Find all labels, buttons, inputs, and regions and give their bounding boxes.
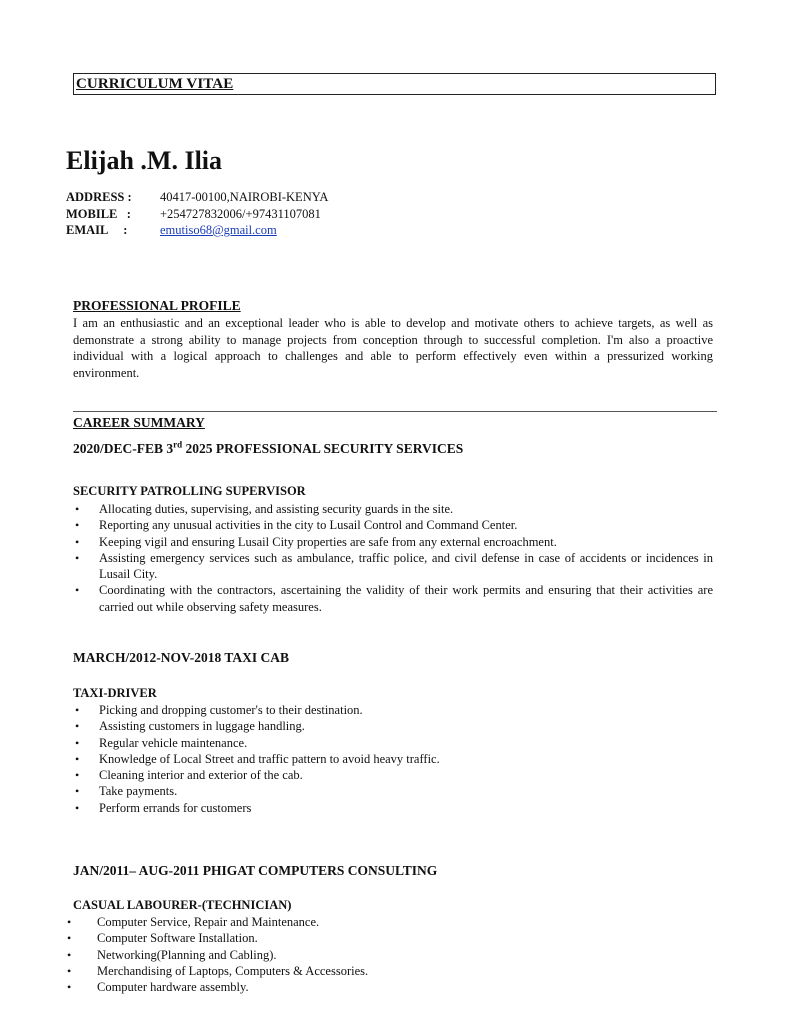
bullet-icon: •: [75, 800, 80, 815]
profile-text: I am an enthusiastic and an exceptional leader who is able to develop and motivate others to achieve targets, as well as demonstrate a strong ability to manage projects from conception through to successful completion. I'm also a proactive individual with a logical approach to challenges and able to perform effectively even within a pressurized working environment.: [73, 316, 713, 380]
bullet-icon: •: [75, 719, 80, 734]
job-period: JAN/2011– AUG-2011 PHIGAT COMPUTERS CONSULTING: [73, 863, 438, 878]
section-divider: [73, 411, 717, 412]
address-label: ADDRESS :: [66, 190, 132, 204]
bullet-icon: •: [75, 735, 80, 750]
job-period-text: 2020/DEC-FEB 3: [73, 441, 174, 456]
list-item: • Reporting any unusual activities in the city to Lusail Control and Command Center.: [75, 518, 518, 533]
list-item: • Coordinating with the contractors, ascertaining the validity of their work permits and ensuring that their activities are carried out while observing safety measures.: [75, 583, 713, 614]
profile-heading: PROFESSIONAL PROFILE: [73, 298, 241, 313]
mobile-row: [66, 206, 328, 223]
list-item: • Networking(Planning and Cabling).: [67, 947, 277, 962]
mobile-value: +254727832006/+97431107081: [160, 206, 321, 221]
bullet-icon: •: [75, 550, 80, 565]
job-duties-list: [73, 501, 713, 615]
list-item: • Knowledge of Local Street and traffic pattern to avoid heavy traffic.: [75, 751, 440, 766]
list-item: • Take payments.: [75, 784, 178, 799]
job-period: [73, 441, 463, 457]
email-label: EMAIL :: [66, 223, 128, 237]
bullet-icon: •: [67, 980, 72, 995]
document-title: CURRICULUM VITAE: [76, 76, 234, 92]
bullet-icon: •: [75, 534, 80, 549]
job-period-superscript: rd: [173, 439, 183, 450]
bullet-icon: •: [75, 768, 80, 783]
list-item: • Regular vehicle maintenance.: [75, 735, 248, 750]
bullet-icon: •: [67, 931, 72, 946]
bullet-icon: •: [67, 963, 72, 978]
email-link[interactable]: emutiso68@gmail.com: [160, 223, 277, 237]
career-heading: CAREER SUMMARY: [73, 415, 205, 430]
bullet-icon: •: [75, 502, 80, 516]
job-duties-list: [73, 702, 713, 816]
job-period: MARCH/2012-NOV-2018 TAXI CAB: [73, 650, 289, 665]
email-row: [66, 222, 328, 239]
list-item: • Merchandising of Laptops, Computers & Accessories.: [67, 963, 369, 978]
list-item: • Computer hardware assembly.: [67, 980, 249, 995]
bullet-icon: •: [75, 751, 80, 766]
list-item: • Assisting emergency services such as ambulance, traffic police, and civil defense in case of accidents or incidences in Lusail City.: [75, 550, 713, 582]
list-item: • Cleaning interior and exterior of the cab.: [75, 768, 303, 783]
candidate-name: Elijah .M. Ilia: [66, 146, 223, 175]
contact-block: [66, 189, 328, 239]
job-role: TAXI-DRIVER: [73, 686, 157, 700]
address-value: 40417-00100,NAIROBI-KENYA: [160, 190, 329, 204]
bullet-icon: •: [67, 915, 72, 929]
bullet-icon: •: [75, 518, 80, 533]
job-period-employer: 2025 PROFESSIONAL SECURITY SERVICES: [182, 441, 464, 456]
list-item: • Picking and dropping customer's to their destination.: [75, 703, 363, 717]
job-duties-list: [67, 914, 713, 995]
bullet-icon: •: [75, 583, 80, 598]
title-box: [73, 73, 716, 95]
list-item: • Keeping vigil and ensuring Lusail City properties are safe from any external encroachment.: [75, 534, 557, 549]
list-item: • Assisting customers in luggage handling.: [75, 719, 305, 734]
mobile-label: MOBILE :: [66, 206, 131, 221]
bullet-icon: •: [75, 703, 80, 717]
job-role: CASUAL LABOURER-(TECHNICIAN): [73, 898, 292, 912]
bullet-icon: •: [75, 784, 80, 799]
address-row: [66, 189, 328, 206]
bullet-icon: •: [67, 947, 72, 962]
list-item: • Computer Software Installation.: [67, 931, 258, 946]
list-item: • Computer Service, Repair and Maintenance.: [67, 915, 320, 929]
job-role: SECURITY PATROLLING SUPERVISOR: [73, 484, 306, 498]
list-item: • Allocating duties, supervising, and assisting security guards in the site.: [75, 502, 454, 516]
list-item: • Perform errands for customers: [75, 800, 252, 815]
